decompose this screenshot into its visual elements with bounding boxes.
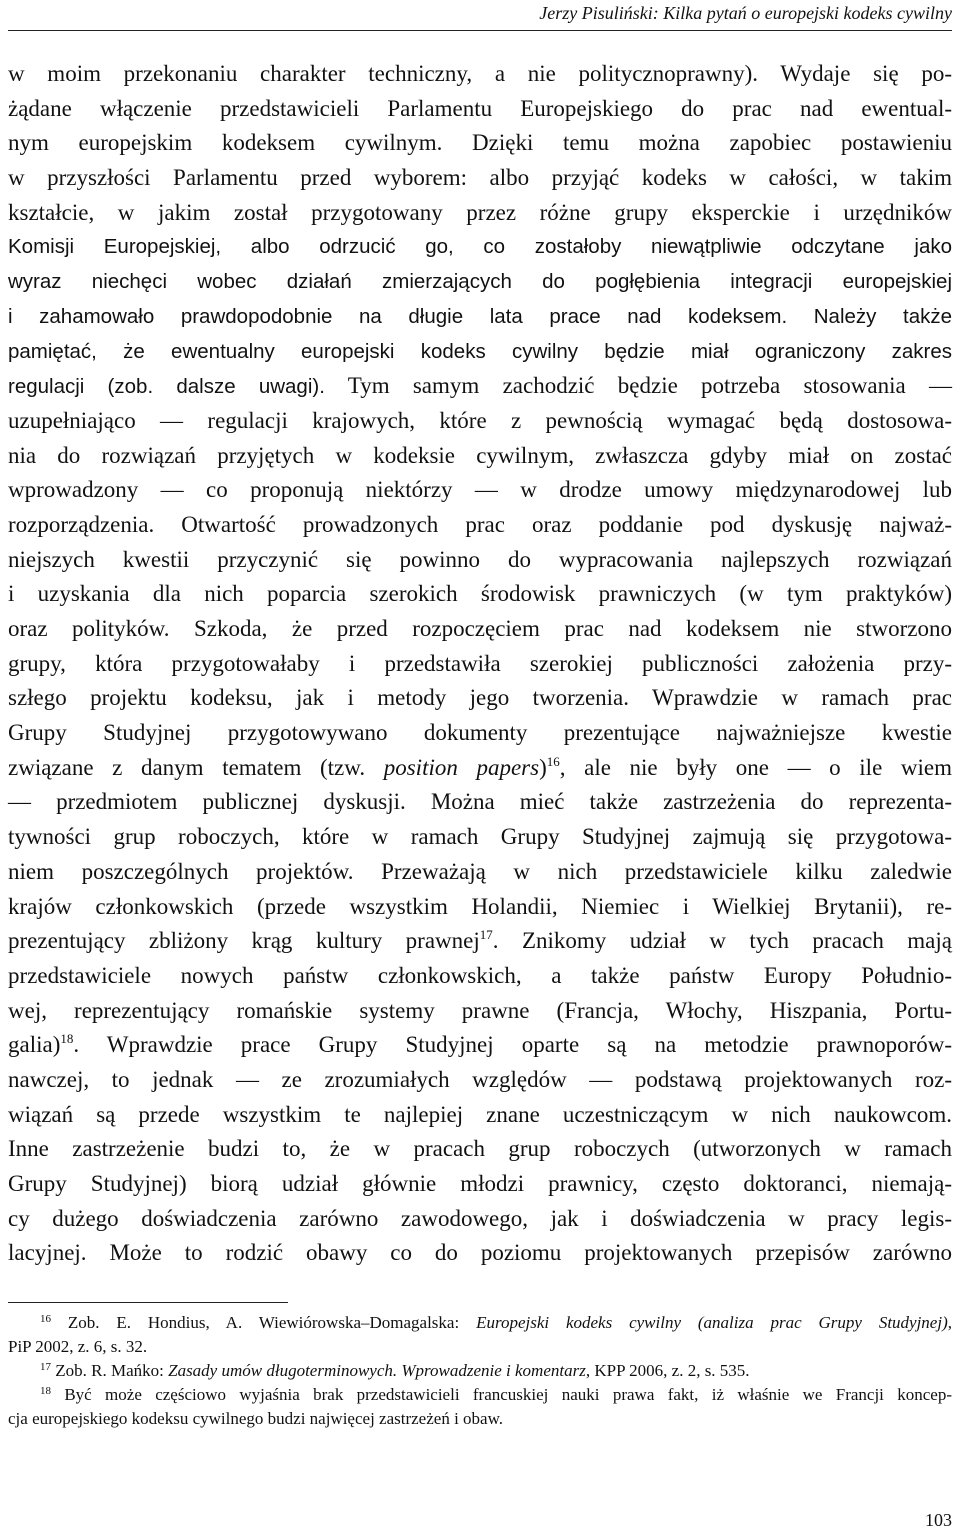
footnote-separator bbox=[8, 1302, 288, 1303]
text-line: Grupy Studyjnej przygotowywano dokumenty prezentujące najważniejsze kwestie bbox=[8, 720, 952, 746]
text-line: nia do rozwiązań przyjętych w kodeksie cywilnym, zwłaszcza gdyby miał on zostać bbox=[8, 442, 952, 468]
footnote-number: 17 bbox=[40, 1361, 51, 1373]
text-line-with-footnote-ref: prezentujący zbliżony krąg kultury prawnej$^{17}$. Znikomy udział w tych pracach mają bbox=[8, 927, 952, 954]
text-line: Inne zastrzeżenie budzi to, że w pracach grup roboczych (utworzonych w ramach bbox=[8, 1136, 952, 1162]
running-title: Jerzy Pisuliński: Kilka pytań o europejski kodeks cywilny bbox=[539, 3, 952, 23]
footnote-number: 18 bbox=[40, 1385, 51, 1397]
text-line-with-footnote-ref: związane z danym tematem (tzw. position papers)$^{16}$, ale nie były one — o ile wiem bbox=[8, 753, 952, 780]
running-header bbox=[0, 0, 952, 26]
text-line: kształcie, w jakim został przygotowany przez różne grupy eksperckie i urzędników bbox=[8, 199, 952, 225]
footnote-18-continuation: cja europejskiego kodeksu cywilnego budzi najwięcej zastrzeżeń i obaw. bbox=[8, 1409, 504, 1428]
text-line: Grupy Studyjnej) biorą udział głównie młodzi prawnicy, często doktoranci, niemają- bbox=[8, 1171, 952, 1196]
italic-title: Zasady umów długoterminowych. Wprowadzenie i komentarz bbox=[168, 1361, 586, 1380]
footnote-ref-16[interactable]: 16 bbox=[546, 753, 560, 769]
text-line: w przyszłości Parlamentu przed wyborem: albo przyjąć kodeks w całości, w takim bbox=[8, 165, 952, 191]
text-line: wej, reprezentujący romańskie systemy prawne (Francja, Włochy, Hiszpania, Portu- bbox=[8, 997, 952, 1023]
text-line: żądane włączenie przedstawicieli Parlamentu Europejskiego do prac nad ewentual- bbox=[8, 95, 952, 121]
italic-title: Europejski kodeks cywilny (analiza prac Grupy Studyjnej) bbox=[476, 1313, 948, 1332]
text-line: oraz polityków. Szkoda, że przed rozpoczęciem prac nad kodeksem nie stworzono bbox=[8, 616, 952, 641]
header-rule bbox=[8, 30, 952, 31]
footnote-number: 16 bbox=[40, 1313, 51, 1325]
footnote-17: $^{17}$ Zob. R. Mańko: Zasady umów długoterminowych. Wprowadzenie i komentarz, KPP 2006, z. 2, s. 535. bbox=[40, 1361, 750, 1380]
text-line: niem poszczególnych projektów. Przeważają w nich przedstawiciele kilku zaledwie bbox=[8, 858, 952, 884]
text-line: nym europejskim kodeksem cywilnym. Dzięki temu można zapobiec postawieniu bbox=[8, 130, 952, 156]
text-line-with-footnote-ref: galia)$^{18}$. Wprawdzie prace Grupy Studyjnej oparte są na metodzie prawnoporów- bbox=[8, 1031, 952, 1058]
text-line: regulacji (zob. dalsze uwagi). Tym samym zachodzić będzie potrzeba stosowania — bbox=[8, 373, 952, 399]
footnote-16-continuation: PiP 2002, z. 6, s. 32. bbox=[8, 1337, 148, 1356]
footnote-16: $^{16}$ Zob. E. Hondius, A. Wiewiórowska–Domagalska: Europejski kodeks cywilny (analiza prac Grupy Studyjnej), bbox=[40, 1313, 952, 1332]
text-line: rozporządzenia. Otwartość prowadzonych prac oraz poddanie pod dyskusję najważ- bbox=[8, 511, 952, 537]
text-line: grupy, która przygotowałaby i przedstawiła szerokiej publiczności założenia przy- bbox=[8, 650, 952, 676]
text-line: krajów członkowskich (przede wszystkim Holandii, Niemiec i Wielkiej Brytanii), re- bbox=[8, 893, 952, 919]
page-number: 103 bbox=[925, 1510, 952, 1530]
text-line: wyraz niechęci wobec działań zmierzających do pogłębienia integracji europejskiej bbox=[8, 270, 952, 294]
text-line: w moim przekonaniu charakter techniczny, a nie politycznoprawny). Wydaje się po- bbox=[8, 61, 952, 86]
text-line: uzupełniająco — regulacji krajowych, które z pewnością wymagać będą dostosowa- bbox=[8, 407, 952, 433]
text-line: pamiętać, że ewentualny europejski kodeks cywilny będzie miał ograniczony zakres bbox=[8, 339, 952, 363]
text-line: i zahamowało prawdopodobnie na długie lata prace nad kodeksem. Należy także bbox=[8, 304, 952, 328]
text-line: cy dużego doświadczenia zarówno zawodowego, jak i doświadczenia w pracy legis- bbox=[8, 1205, 952, 1231]
text-line: wiązań są przede wszystkim te najlepiej znane uczestniczącym w nich naukowcom. bbox=[8, 1101, 952, 1127]
text-line: nawczej, to jednak — ze zrozumiałych względów — podstawą projektowanych roz- bbox=[8, 1066, 952, 1092]
main-text bbox=[8, 57, 952, 1271]
text-line: niejszych kwestii przyczynić się powinno do wypracowania najlepszych rozwiązań bbox=[8, 546, 952, 572]
text-line: szłego projektu kodeksu, jak i metody jego tworzenia. Wprawdzie w ramach prac bbox=[8, 685, 952, 711]
italic-term: position papers bbox=[383, 754, 540, 780]
text-line: przedstawiciele nowych państw członkowskich, a także państw Europy Południo- bbox=[8, 962, 952, 988]
footnotes bbox=[8, 1311, 952, 1431]
text-line: lacyjnej. Może to rodzić obawy co do poziomu projektowanych przepisów zarówno bbox=[8, 1240, 952, 1266]
footnote-ref-17[interactable]: 17 bbox=[479, 927, 493, 943]
text-line: tywności grup roboczych, które w ramach Grupy Studyjnej zajmują się przygotowa- bbox=[8, 824, 952, 850]
footnote-ref-18[interactable]: 18 bbox=[60, 1031, 74, 1047]
text-line: — przedmiotem publicznej dyskusji. Można mieć także zastrzeżenia do reprezenta- bbox=[8, 789, 952, 815]
footnote-18: $^{18}$ Być może częściowo wyjaśnia brak przedstawicieli francuskiej nauki prawa fakt, iż właśnie we Francji koncep- bbox=[40, 1385, 952, 1404]
text-line: i uzyskania dla nich poparcia szerokich środowisk prawniczych (w tym praktyków) bbox=[8, 581, 952, 607]
text-line: wprowadzony — co proponują niektórzy — w drodze umowy międzynarodowej lub bbox=[8, 477, 952, 503]
text-line: Komisji Europejskiej, albo odrzucić go, co zostałoby niewątpliwie odczytane jako bbox=[8, 235, 952, 259]
